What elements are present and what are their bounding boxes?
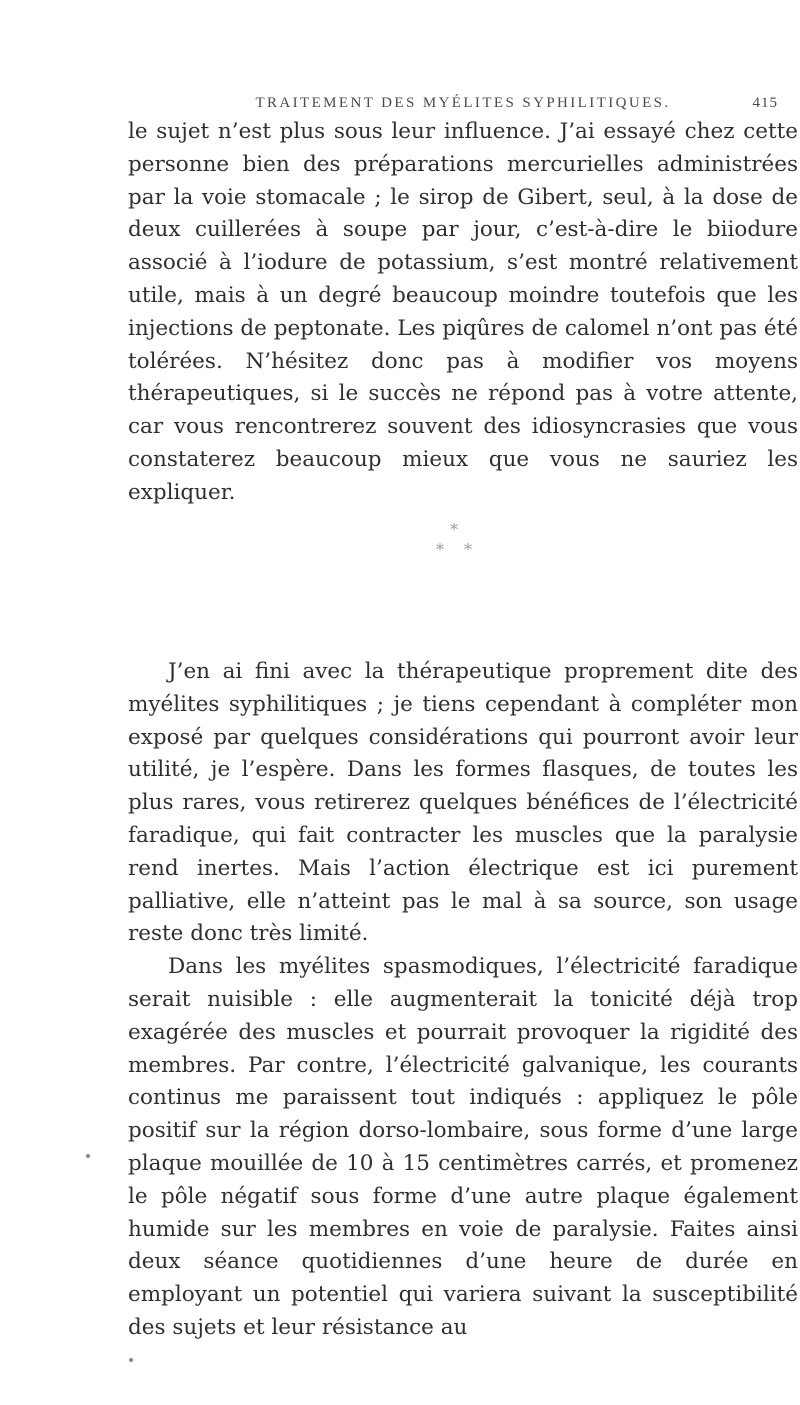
asterism-star-icon: * bbox=[450, 520, 458, 539]
paragraph-continuation: le sujet n’est plus sous leur influence. J’ai essayé chez cette personne bien des préparations mercurielles administrées par la voie stomacale ; le sirop de Gibert, seul, à la dose de deux cuillerées à soupe par jour, c’est-à-dire le biiodure associé à l’iodure de potassium, s’est montré relativement utile, mais à un degré beaucoup moindre toutefois que les injections de peptonate. Les piqûres de calomel n’ont pas été tolérées. N’hésitez donc pas à modifier vos moyens thérapeutiques, si le succès ne répond pas à votre attente, car vous rencontrerez souvent des idiosyncrasies que vous constaterez beaucoup mieux que vous ne sauriez les expliquer. bbox=[128, 119, 798, 505]
print-speck bbox=[129, 1358, 133, 1362]
asterism-star-icon: * bbox=[436, 540, 444, 559]
running-head bbox=[128, 95, 798, 117]
print-speck bbox=[86, 1154, 90, 1158]
section-break-asterism bbox=[428, 522, 488, 566]
text-block-top bbox=[128, 116, 798, 510]
text-block-bottom bbox=[128, 656, 798, 1345]
paragraph-spasmodic-myelitis: Dans les myélites spasmodiques, l’électricité faradique serait nuisible : elle augmenterait la tonicité déjà trop exagérée des muscles et pourrait provoquer la rigidité des membres. Par contre, l’électricité galvanique, les courants continus me paraissent tout indiqués : appliquez le pôle positif sur la région dorso-lombaire, sous forme d’une large plaque mouillée de 10 à 15 centimètres carrés, et promenez le pôle négatif sous forme d’une autre plaque également humide sur les membres en voie de paralysie. Faites ainsi deux séance quotidiennes d’une heure de durée en employant un potentiel qui variera suivant la susceptibilité des sujets et leur résistance au bbox=[128, 954, 798, 1340]
asterism-star-icon: * bbox=[464, 540, 472, 559]
page-number: 415 bbox=[752, 95, 778, 111]
paragraph-electricity-intro: J’en ai fini avec la thérapeutique proprement dite des myélites syphilitiques ; je tiens cependant à compléter mon exposé par quelques considérations qui pourront avoir leur utilité, je l’espère. Dans les formes flasques, de toutes les plus rares, vous retirerez quelques bénéfices de l’électricité faradique, qui fait contracter les muscles que la paralysie rend inertes. Mais l’action électrique est ici purement palliative, elle n’atteint pas le mal à sa source, son usage reste donc très limité. bbox=[128, 659, 798, 947]
running-title: TRAITEMENT DES MYÉLITES SYPHILITIQUES. bbox=[255, 95, 671, 111]
